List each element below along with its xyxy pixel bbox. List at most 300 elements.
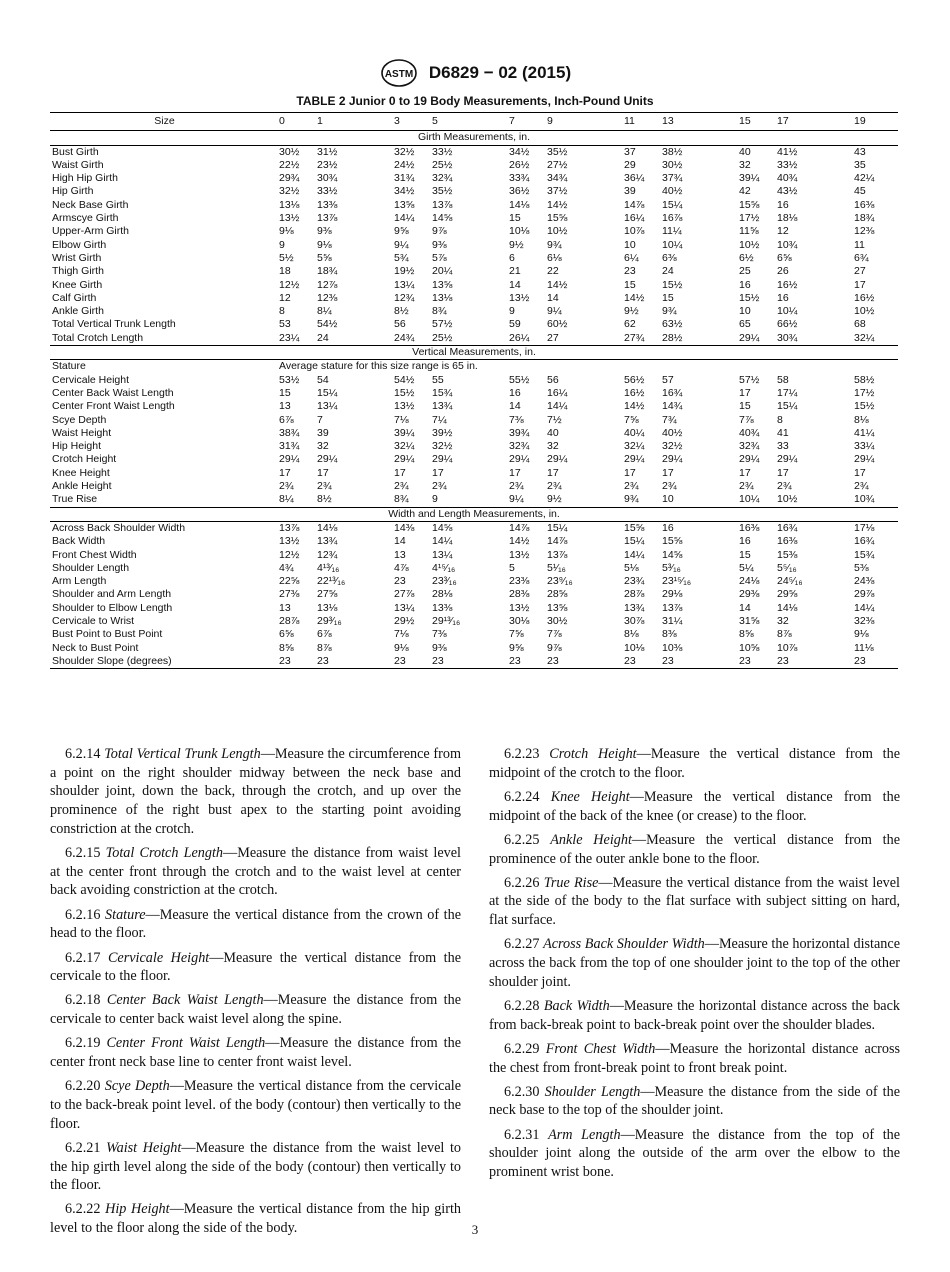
table-cell: 5⅞ bbox=[432, 251, 447, 264]
table-cell: 27 bbox=[854, 265, 866, 278]
table-cell: 9¼ bbox=[547, 305, 562, 318]
table-row bbox=[50, 427, 898, 440]
table-cell: 33½ bbox=[432, 145, 453, 158]
table-cell: 5⅝ bbox=[317, 251, 332, 264]
table-cell: 2¾ bbox=[279, 480, 294, 493]
table-cell: 13 bbox=[279, 601, 291, 614]
table-cell: 54 bbox=[317, 373, 329, 386]
section-number: 6.2.19 bbox=[65, 1035, 101, 1052]
table-cell: 7⅞ bbox=[739, 413, 754, 426]
definition-text: —Measure the vertical distance from the midpoint of the crotch to the floor. bbox=[489, 746, 901, 781]
table-row bbox=[50, 239, 898, 252]
table-cell: 13¼ bbox=[394, 601, 415, 614]
table-cell: 23 bbox=[545, 655, 622, 669]
table-cell: 9 bbox=[509, 305, 515, 318]
row-label: Neck Base Girth bbox=[52, 198, 129, 211]
size-col: 9 bbox=[545, 113, 622, 131]
table-cell: 15⅝ bbox=[662, 535, 683, 548]
row-label: Waist Height bbox=[52, 426, 112, 439]
section-number: 6.2.24 bbox=[504, 788, 540, 805]
table-cell: 29³⁄₁₆ bbox=[317, 614, 342, 627]
definition-text: —Measure the distance from the top of the shoulder joint along the outside of the arm over the elbow to the prominent wrist bone. bbox=[489, 1126, 901, 1181]
size-col: 13 bbox=[660, 113, 737, 131]
table-cell: 10⅛ bbox=[509, 225, 530, 238]
term: Center Front Waist Length bbox=[106, 1035, 266, 1052]
table-cell: 9⅝ bbox=[394, 225, 409, 238]
table-cell: 9½ bbox=[509, 238, 524, 251]
table-cell: 33¾ bbox=[509, 172, 530, 185]
row-label: True Rise bbox=[52, 493, 98, 506]
table-cell: 16⅜ bbox=[739, 521, 760, 534]
table-cell: 16¼ bbox=[547, 386, 568, 399]
table-cell: 23³⁄₁₆ bbox=[432, 575, 457, 588]
row-label: Waist Girth bbox=[52, 158, 104, 171]
logo-text: ASTM bbox=[384, 69, 414, 80]
table-cell: 5¹⁄₁₆ bbox=[547, 561, 566, 574]
table-cell: 15¾ bbox=[854, 548, 875, 561]
table-cell: 23 bbox=[624, 265, 636, 278]
table-cell: 63½ bbox=[662, 318, 683, 331]
section-title: Girth Measurements, in. bbox=[50, 131, 898, 145]
table-cell: 57½ bbox=[739, 373, 760, 386]
table-cell: 25½ bbox=[432, 158, 453, 171]
section-number: 6.2.14 bbox=[65, 746, 101, 762]
table-cell: 13⅞ bbox=[432, 198, 453, 211]
table-cell: 15¼ bbox=[777, 400, 798, 413]
table-row bbox=[50, 414, 898, 427]
table-cell: 54½ bbox=[394, 373, 415, 386]
table-cell: 40¾ bbox=[777, 172, 798, 185]
row-label: High Hip Girth bbox=[52, 172, 118, 185]
table-cell: 16 bbox=[739, 535, 751, 548]
table-row bbox=[50, 159, 898, 172]
table-row bbox=[50, 292, 898, 305]
table-cell: 5⅜ bbox=[854, 561, 869, 574]
table-cell: 10⅜ bbox=[662, 641, 683, 654]
table-cell: 8⅝ bbox=[739, 628, 754, 641]
table-cell: 15½ bbox=[662, 278, 683, 291]
table-cell: 17 bbox=[739, 466, 751, 479]
paragraph bbox=[50, 1139, 461, 1195]
row-label: Arm Length bbox=[52, 575, 107, 588]
paragraph bbox=[50, 991, 461, 1028]
table-cell: 28½ bbox=[662, 331, 683, 344]
table-cell: 10¼ bbox=[777, 305, 798, 318]
paragraph bbox=[50, 1077, 461, 1133]
definition-text: —Measure the distance from the waist level to the hip girth level along the side of the body (contour) then vertically to the floor. bbox=[50, 1139, 461, 1194]
table-cell: 14½ bbox=[509, 535, 530, 548]
table-cell: 20¼ bbox=[432, 265, 453, 278]
table-cell: 15¾ bbox=[432, 386, 453, 399]
row-label: Upper-Arm Girth bbox=[52, 225, 130, 238]
table-cell: 15½ bbox=[394, 386, 415, 399]
table-cell: 24⁵⁄₁₆ bbox=[777, 575, 803, 588]
table-cell: 9¾ bbox=[547, 238, 562, 251]
table-cell: 9⅜ bbox=[317, 225, 332, 238]
definition-text: —Measure the horizontal distance across the chest from front-break point to front break point. bbox=[489, 1040, 900, 1076]
stature-note: Average stature for this size range is 65 in. bbox=[279, 360, 478, 373]
table-cell: 11⅝ bbox=[739, 225, 759, 238]
table-cell: 24⅛ bbox=[739, 575, 760, 588]
table-cell: 6¾ bbox=[854, 251, 869, 264]
term: Arm Length bbox=[548, 1126, 621, 1143]
right-column bbox=[489, 745, 900, 1187]
table-cell: 38¾ bbox=[279, 426, 300, 439]
paragraph bbox=[489, 745, 900, 782]
table-cell: 33 bbox=[777, 440, 789, 453]
table-row bbox=[50, 374, 898, 387]
row-label: Neck to Bust Point bbox=[52, 641, 139, 654]
table-cell: 30⅛ bbox=[509, 614, 530, 627]
table-cell: 9⅜ bbox=[432, 238, 447, 251]
table-cell: 23⅜ bbox=[509, 575, 530, 588]
astm-logo-icon bbox=[379, 58, 419, 88]
section-number: 6.2.29 bbox=[504, 1040, 540, 1057]
table-cell: 13⅞ bbox=[547, 548, 568, 561]
table-cell: 8 bbox=[777, 413, 783, 426]
definition-text: —Measure the distance from waist level at the center front through the crotch and to the waist level at center back avoiding constriction at the crotch. bbox=[50, 845, 461, 899]
table-cell: 13½ bbox=[509, 291, 530, 304]
table-cell: 2¾ bbox=[547, 480, 562, 493]
size-col: 19 bbox=[852, 113, 898, 131]
table-cell: 13⅝ bbox=[432, 278, 453, 291]
table-cell: 28⅝ bbox=[547, 588, 568, 601]
table-cell: 8⅛ bbox=[624, 628, 639, 641]
table-cell: 60½ bbox=[547, 318, 568, 331]
paragraph bbox=[489, 1126, 900, 1182]
table-cell: 15½ bbox=[854, 400, 875, 413]
table-cell: 2¾ bbox=[854, 480, 869, 493]
table-row bbox=[50, 387, 898, 400]
table-cell: 14⅝ bbox=[432, 521, 453, 534]
table-cell: 5⅛ bbox=[624, 561, 639, 574]
table-cell: 23 bbox=[775, 655, 852, 669]
term: Center Back Waist Length bbox=[106, 992, 264, 1009]
table-cell: 43 bbox=[854, 145, 866, 158]
table-cell: 16½ bbox=[854, 291, 875, 304]
table-cell: 23 bbox=[392, 655, 430, 669]
table-cell: 6⅞ bbox=[317, 628, 332, 641]
paragraph bbox=[50, 949, 461, 986]
table-cell: 6⅞ bbox=[279, 413, 294, 426]
table-cell: 10½ bbox=[739, 238, 760, 251]
paragraph bbox=[50, 844, 461, 900]
row-label: Crotch Height bbox=[52, 453, 117, 466]
table-cell: 16¾ bbox=[662, 386, 683, 399]
table-cell: 23 bbox=[315, 655, 392, 669]
table-cell: 16½ bbox=[777, 278, 798, 291]
table-cell: 13½ bbox=[394, 400, 415, 413]
table-cell: 34½ bbox=[509, 145, 530, 158]
table-cell: 29¼ bbox=[432, 453, 453, 466]
table-cell: 23 bbox=[394, 575, 406, 588]
table-cell: 9 bbox=[279, 238, 285, 251]
table-cell: 17 bbox=[624, 466, 636, 479]
table-cell: 15⅝ bbox=[624, 521, 645, 534]
row-label: Shoulder Length bbox=[52, 561, 130, 574]
table-cell: 39 bbox=[624, 185, 636, 198]
table-row bbox=[50, 199, 898, 212]
table-cell: 4⅞ bbox=[394, 561, 409, 574]
table-row bbox=[50, 521, 898, 535]
table-row bbox=[50, 562, 898, 575]
table-cell: 28⅞ bbox=[279, 614, 300, 627]
table-cell: 17 bbox=[854, 278, 866, 291]
row-label: Knee Girth bbox=[52, 278, 103, 291]
table-cell: 23¾ bbox=[624, 575, 645, 588]
table-cell: 17 bbox=[279, 466, 291, 479]
table-cell: 58½ bbox=[854, 373, 875, 386]
table-cell: 22⅝ bbox=[279, 575, 300, 588]
paragraph bbox=[489, 935, 900, 991]
table-cell: 11⅛ bbox=[854, 641, 874, 654]
table-cell: 13¼ bbox=[317, 400, 338, 413]
paragraph bbox=[50, 745, 461, 839]
table-cell: 23 bbox=[622, 655, 660, 669]
table-cell: 26 bbox=[777, 265, 789, 278]
section-number: 6.2.22 bbox=[65, 1201, 101, 1218]
table-cell: 7⅜ bbox=[432, 628, 447, 641]
size-header-row bbox=[50, 113, 898, 131]
table-row bbox=[50, 549, 898, 562]
table-cell: 8⅜ bbox=[662, 628, 677, 641]
table-cell: 9⅜ bbox=[432, 641, 447, 654]
table-cell: 34¾ bbox=[547, 172, 568, 185]
table-row bbox=[50, 575, 898, 588]
table-cell: 56 bbox=[394, 318, 406, 331]
table-row bbox=[50, 628, 898, 641]
table-cell: 14¼ bbox=[854, 601, 875, 614]
table-cell: 32¼ bbox=[394, 440, 415, 453]
table-cell: 8⅛ bbox=[854, 413, 869, 426]
table-cell: 15¼ bbox=[317, 386, 338, 399]
table-cell: 2¾ bbox=[317, 480, 332, 493]
table-cell: 14⅛ bbox=[317, 521, 338, 534]
definition-text: —Measure the distance from the side of the neck base to the top of the shoulder joint. bbox=[489, 1083, 900, 1119]
row-label: Cervicale Height bbox=[52, 373, 130, 386]
table-cell: 15 bbox=[624, 278, 636, 291]
table-row bbox=[50, 332, 898, 346]
table-cell: 13⅛ bbox=[279, 198, 300, 211]
table-cell: 39¾ bbox=[509, 426, 530, 439]
table-cell: 13⅝ bbox=[394, 198, 415, 211]
table-cell: 10 bbox=[662, 493, 674, 506]
table-cell: 29¼ bbox=[777, 453, 798, 466]
table-cell: 14 bbox=[739, 601, 751, 614]
table-cell: 10¾ bbox=[777, 238, 798, 251]
row-label: Stature bbox=[52, 360, 86, 373]
row-label: Ankle Girth bbox=[52, 305, 104, 318]
table-cell: 15¼ bbox=[624, 535, 645, 548]
table-cell: 12½ bbox=[279, 278, 300, 291]
paragraph bbox=[489, 997, 900, 1034]
definition-text: —Measure the vertical distance from the crown of the head to the floor. bbox=[50, 906, 461, 942]
table-row bbox=[50, 602, 898, 615]
table-cell: 39¼ bbox=[739, 172, 760, 185]
table-cell: 37¾ bbox=[662, 172, 683, 185]
table-cell: 29⅝ bbox=[777, 588, 798, 601]
table-cell: 32¼ bbox=[854, 331, 875, 344]
table-cell: 16¼ bbox=[624, 212, 645, 225]
table-cell: 22 bbox=[547, 265, 559, 278]
table-cell: 15¼ bbox=[547, 521, 568, 534]
table-row bbox=[50, 400, 898, 413]
table-cell: 8¼ bbox=[279, 493, 294, 506]
table-cell: 13⅞ bbox=[662, 601, 683, 614]
table-cell: 17½ bbox=[739, 212, 760, 225]
table-cell: 31¾ bbox=[394, 172, 415, 185]
table-body bbox=[50, 131, 898, 669]
table-row bbox=[50, 318, 898, 331]
table-cell: 14½ bbox=[624, 400, 645, 413]
term: Hip Height bbox=[105, 1201, 170, 1218]
table-cell: 14¼ bbox=[624, 548, 645, 561]
table-cell: 28⅞ bbox=[624, 588, 645, 601]
table-cell: 2¾ bbox=[739, 480, 754, 493]
table-cell: 27½ bbox=[547, 158, 568, 171]
table-cell: 6⅝ bbox=[279, 628, 294, 641]
table-cell: 8¾ bbox=[394, 493, 409, 506]
table-cell: 13 bbox=[279, 400, 291, 413]
row-label: Knee Height bbox=[52, 466, 110, 479]
table-cell: 16⅞ bbox=[662, 212, 683, 225]
table-cell: 2¾ bbox=[662, 480, 677, 493]
table-row bbox=[50, 588, 898, 601]
table-cell: 15 bbox=[509, 212, 521, 225]
row-label: Ankle Height bbox=[52, 480, 112, 493]
table-cell: 17 bbox=[432, 466, 444, 479]
size-col: 11 bbox=[622, 113, 660, 131]
row-label: Center Front Waist Length bbox=[52, 400, 175, 413]
table-cell: 17 bbox=[317, 466, 329, 479]
table-cell: 65 bbox=[739, 318, 751, 331]
table-cell: 12 bbox=[777, 225, 789, 238]
term: Ankle Height bbox=[550, 831, 632, 848]
table-cell: 15 bbox=[739, 400, 751, 413]
table-cell: 23 bbox=[660, 655, 737, 669]
table-cell: 13⅛ bbox=[317, 601, 338, 614]
table-cell: 32 bbox=[739, 158, 751, 171]
table-cell: 36½ bbox=[509, 185, 530, 198]
table-cell: 56 bbox=[547, 373, 559, 386]
table-cell: 16⅜ bbox=[777, 535, 798, 548]
section-header-row bbox=[50, 131, 898, 145]
table-cell: 29⅜ bbox=[739, 588, 760, 601]
table-cell: 13¼ bbox=[394, 278, 415, 291]
table-cell: 13½ bbox=[279, 212, 300, 225]
table-cell: 40 bbox=[739, 145, 751, 158]
table-cell: 27 bbox=[547, 331, 559, 344]
term: Total Vertical Trunk Length bbox=[104, 746, 261, 762]
table-cell: 17 bbox=[547, 466, 559, 479]
table-cell: 17⅛ bbox=[854, 521, 875, 534]
table-cell: 10 bbox=[624, 238, 636, 251]
table-cell: 41 bbox=[777, 426, 789, 439]
table-cell: 13⅝ bbox=[547, 601, 568, 614]
table-cell: 14¼ bbox=[432, 535, 453, 548]
table-cell: 7¾ bbox=[662, 413, 677, 426]
term: Shoulder Length bbox=[544, 1083, 641, 1100]
table-cell: 9⅛ bbox=[279, 225, 294, 238]
table-cell: 29¼ bbox=[509, 453, 530, 466]
table-cell: 41¼ bbox=[854, 426, 875, 439]
table-cell: 31¼ bbox=[662, 614, 683, 627]
table-cell: 30¾ bbox=[777, 331, 798, 344]
table-cell: 23 bbox=[737, 655, 775, 669]
table-cell: 7⅛ bbox=[394, 413, 409, 426]
section-number: 6.2.26 bbox=[504, 874, 540, 891]
table-cell: 9¼ bbox=[509, 493, 524, 506]
table-cell: 68 bbox=[854, 318, 866, 331]
term: Back Width bbox=[543, 997, 610, 1014]
row-label: Cervicale to Wrist bbox=[52, 614, 135, 627]
table-cell: 19½ bbox=[394, 265, 415, 278]
table-cell: 42 bbox=[739, 185, 751, 198]
table-cell: 45 bbox=[854, 185, 866, 198]
table-cell: 15½ bbox=[739, 291, 760, 304]
table-cell: 14 bbox=[509, 400, 521, 413]
table-cell: 10¾ bbox=[854, 493, 875, 506]
table-cell: 66½ bbox=[777, 318, 798, 331]
section-number: 6.2.21 bbox=[65, 1139, 101, 1156]
row-label: Center Back Waist Length bbox=[52, 386, 174, 399]
table-cell: 25 bbox=[739, 265, 751, 278]
table-cell: 22¹³⁄₁₆ bbox=[317, 575, 346, 588]
table-cell: 15⅜ bbox=[777, 548, 798, 561]
table-row bbox=[50, 172, 898, 185]
table-cell: 27⅝ bbox=[317, 588, 338, 601]
table-cell: 2¾ bbox=[624, 480, 639, 493]
table-row bbox=[50, 212, 898, 225]
table-cell: 9¾ bbox=[662, 305, 677, 318]
section-header-row bbox=[50, 507, 898, 521]
section-number: 6.2.31 bbox=[504, 1126, 540, 1143]
table-cell: 13⅜ bbox=[317, 198, 338, 211]
definition-text: —Measure the circumference from a point on the right shoulder midway between the neck base and shoulder joint, down the back, through the crotch, and up over the prominence of the right bust apex to the starting point avoiding constriction at the crotch. bbox=[50, 746, 461, 837]
left-column bbox=[50, 745, 461, 1243]
term: Cervicale Height bbox=[107, 949, 210, 966]
section-number: 6.2.15 bbox=[65, 845, 101, 862]
table-cell: 24⅜ bbox=[854, 575, 875, 588]
table-cell: 28⅜ bbox=[509, 588, 530, 601]
table-row bbox=[50, 615, 898, 628]
table-cell: 2¾ bbox=[777, 480, 792, 493]
table-cell: 10⅝ bbox=[739, 641, 760, 654]
table-row bbox=[50, 493, 898, 507]
table-cell: 14½ bbox=[547, 278, 568, 291]
section-title: Width and Length Measurements, in. bbox=[50, 507, 898, 521]
table-cell: 17½ bbox=[854, 386, 875, 399]
table-cell: 13¾ bbox=[432, 400, 453, 413]
row-label: Hip Height bbox=[52, 440, 102, 453]
table-cell: 12¾ bbox=[394, 291, 415, 304]
row-label: Scye Depth bbox=[52, 413, 107, 426]
table-row bbox=[50, 265, 898, 278]
definition-text: —Measure the distance from the cervicale to center back waist level along the spine. bbox=[50, 992, 461, 1028]
table-cell: 9¾ bbox=[624, 493, 639, 506]
table-cell: 31¾ bbox=[279, 440, 300, 453]
table-cell: 14⅝ bbox=[662, 548, 683, 561]
table-cell: 23 bbox=[507, 655, 545, 669]
size-col: 5 bbox=[430, 113, 507, 131]
table-cell: 17 bbox=[739, 386, 751, 399]
table-cell: 10¼ bbox=[739, 493, 760, 506]
table-cell: 32¾ bbox=[739, 440, 760, 453]
table-cell: 14 bbox=[509, 278, 521, 291]
table-cell: 7⅝ bbox=[509, 628, 524, 641]
table-cell: 29¼ bbox=[317, 453, 338, 466]
table-cell: 24¾ bbox=[394, 331, 415, 344]
